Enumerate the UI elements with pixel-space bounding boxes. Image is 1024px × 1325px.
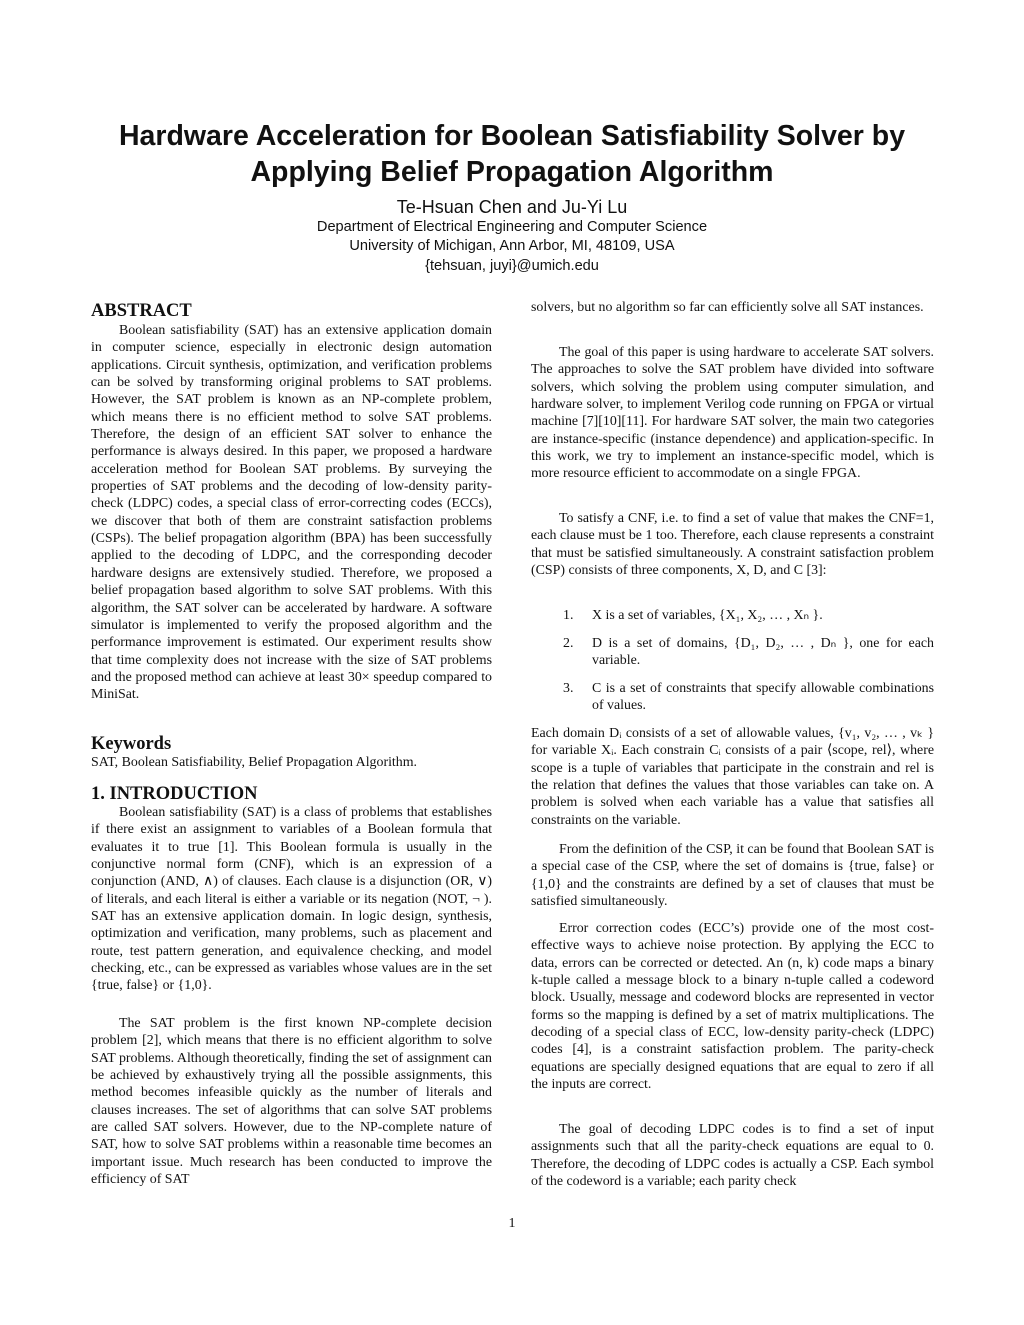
keywords-text: SAT, Boolean Satisfiability, Belief Propagation Algorithm. [91,755,418,770]
list-text: C is a set of constraints that specify allowable combinations of values. [592,681,934,714]
list-text: X is a set of variables, {X₁, X₂, … , Xₙ }. [592,608,823,623]
title-line: Hardware Acceleration for Boolean Satisfiability Solver by [118,120,906,152]
introduction-heading: 1. INTRODUCTION [91,784,258,804]
intro-paragraph: Error correction codes (ECC’s) provide one of the most cost-effective ways to achieve noise protection. By applying the ECC to data, errors can be corrected or detected. An (n, k) code maps a binary k-tuple called a message block to a binary n-tuple called a codeword block. Usually, message and codeword blocks are represented in vector forms so the mapping is defined by a set of matrix multiplications. The decoding of a special class of ECC, low-density parity-check (LDPC) codes [4], is a constraint satisfaction problem. The parity-check equations are specially designed equations that are equal to zero if all the inputs are correct. [531,921,934,1093]
abstract-text: Boolean satisfiability (SAT) has an extensive application domain in computer science, especially in electronic design automation applications. Circuit synthesis, optimization, and verification problems can be solved by transforming original problems to SAT problems. However, the SAT problem is known as an NP-complete problem, which means there is no efficient method to solve SAT problems. Therefore, the design of an efficient SAT solver to enhance the performance is always desired. In this paper, we proposed a hardware acceleration method for Boolean SAT problems. By surveying the properties of SAT problems and the decoding of low-density parity-check (LDPC) codes, a special class of error-correcting codes (ECCs), we discover that both of them are constraint satisfaction problems (CSPs). The belief propagation algorithm (BPA) has been successfully applied to the decoding of LDPC, and the corresponding decoder hardware designs are extensively studied. Therefore, we proposed a belief propagation based algorithm to solve SAT problems. With this algorithm, the SAT solver can be accelerated by hardware. A software simulator is implemented to verify the proposed algorithm and the performance improvement is estimated. Our experiment results show that time complexity does not increase with the size of SAT problems and the proposed method can achieve at least 30× speedup compared to MiniSat. [91,323,492,703]
intro-paragraph: The goal of this paper is using hardware to accelerate SAT solvers. The approaches to solve the SAT problem have divided into software solvers, which solving the problem using computer simulation, and hardware solver, to implement Verilog code running on FPGA or virtual machine [7][10][11]. For hardware SAT solver, the main two categories are instance-specific (instance dependence) and application-specific. In this work, we try to implement an instance-specific model, which is more resource efficient to accommodate on a single FPGA. [531,345,934,482]
abstract-heading: ABSTRACT [91,301,192,321]
page-number: 1 [508,1216,516,1231]
keywords-heading: Keywords [91,734,172,754]
intro-paragraph: From the definition of the CSP, it can be found that Boolean SAT is a special case of the CSP, where the set of domains is {true, false} or {1,0} and the constraints are defined by a set of clauses that must be satisfied simultaneously. [531,842,934,910]
list-text: D is a set of domains, {D₁, D₂, … , Dₙ }, one for each variable. [592,636,934,669]
csp-list-item [563,680,934,715]
left-column [91,0,492,1325]
department: Department of Electrical Engineering and Computer Science [316,219,708,235]
csp-list-item [563,635,934,670]
csp-list-item [563,607,934,624]
university: University of Michigan, Ann Arbor, MI, 48109, USA [349,238,675,254]
intro-paragraph: The goal of decoding LDPC codes is to find a set of input assignments such that all the parity-check equations are equal to 0. Therefore, the decoding of LDPC codes is actually a CSP. Each symbol of the codeword is a variable; each parity check [531,1122,934,1190]
email: {tehsuan, juyi}@umich.edu [425,258,599,274]
list-number: 2. [563,636,574,651]
intro-paragraph: To satisfy a CNF, i.e. to find a set of value that makes the CNF=1, each clause must be 1 too. Therefore, each clause represents a constraint that must be satisfied simultaneously. A constraint satisfaction problem (CSP) consists of three components, X, D, and C [3]: [531,511,934,579]
intro-paragraph: The SAT problem is the first known NP-complete decision problem [2], which means that there is no efficient algorithm to solve SAT problems. Although theoretically, finding the set of assignment can be achieved by exhaustively trying all the possible assignments, this method becomes infeasible quickly as the number of literals and clauses increases. The set of algorithms that can solve SAT problems are called SAT solvers. However, due to the NP-complete nature of SAT, how to solve SAT problems within a reasonable time becomes an important issue. Much research has been conducted to improve the efficiency of SAT [91,1016,492,1188]
right-column [531,0,934,1325]
authors: Te-Hsuan Chen and Ju-Yi Lu [396,197,628,217]
list-number: 1. [563,608,574,623]
list-number: 3. [563,681,574,696]
intro-paragraph: Each domain Dᵢ consists of a set of allowable values, {v₁, v₂, … , vₖ } for variable Xᵢ. Each constrain Cᵢ consists of a pair ⟨scope, rel⟩, where scope is a tuple of variables that participate in the constrain and rel is the relation that defines the values that those variables can take on. A problem is solved when each variable has a value that satisfies all constraints on the variable. [531,726,934,828]
title-line: Applying Belief Propagation Algorithm [250,156,774,188]
intro-paragraph: solvers, but no algorithm so far can efficiently solve all SAT instances. [531,300,924,315]
intro-paragraph: Boolean satisfiability (SAT) is a class of problems that establishes if there exist an assignment to variables of a Boolean formula that evaluates it to true [1]. This Boolean formula is usually in the conjunctive normal form (CNF), which is an expression of a conjunction (AND, ∧) of clauses. Each clause is a disjunction (OR, ∨) of literals, and each literal is either a variable or its negation (NOT, ¬ ). SAT has an extensive application domain. In logic design, synthesis, optimization and verification, many problems, such as placement and route, test pattern generation, and equivalence checking, and model checking, etc., can be expressed as variables whose values are in the set {true, false} or {1,0}. [91,805,492,994]
